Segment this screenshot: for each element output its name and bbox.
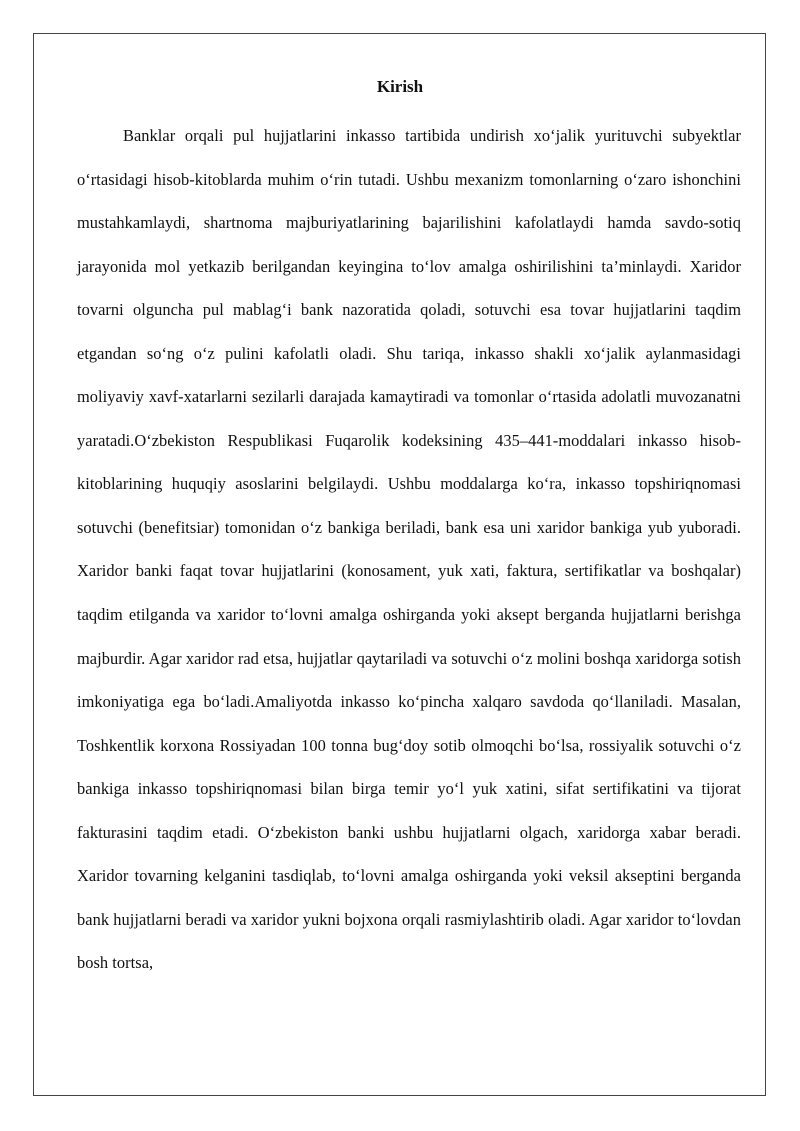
page-title: Kirish (376, 77, 424, 96)
body-paragraph: Banklar orqali pul hujjatlarini inkasso tartibida undirish xo‘jalik yurituvchi subyektlar o‘rtasidagi hisob-kitoblarda muhim o‘rin tutadi. Ushbu mexanizm tomonlarning o‘zaro ishonchini mustahkamlaydi, shartnoma majburiyatlarining bajarilishini kafolatlaydi hamda savdo-sotiq jarayonida mol yetkazib berilgandan keyingina to‘lov amalga oshirilishini ta’minlaydi. Xaridor tovarni olguncha pul mablag‘i bank nazoratida qoladi, sotuvchi esa tovar hujjatlarini taqdim etgandan so‘ng o‘z pulini kafolatli oladi. Shu tariqa, inkasso shakli xo‘jalik aylanmasidagi moliyaviy xavf-xatarlarni sezilarli darajada kamaytiradi va tomonlar o‘rtasida adolatli muvozanatni yaratadi.O‘zbekiston Respublikasi Fuqarolik kodeksining 435–441-moddalari inkasso hisob-kitoblarining huquqiy asoslarini belgilaydi. Ushbu moddalarga ko‘ra, inkasso topshiriqnomasi sotuvchi (benefitsiar) tomonidan o‘z bankiga beriladi, bank esa uni xaridor bankiga yub yuboradi. Xaridor banki faqat tovar hujjatlarini (konosament, yuk xati, faktura, sertifikatlar va boshqalar) taqdim etilganda va xaridor to‘lovni amalga oshirganda yoki aksept berganda hujjatlarni berishga majburdir. Agar xaridor rad etsa, hujjatlar qaytariladi va sotuvchi o‘z molini boshqa xaridorga sotish imkoniyatiga ega bo‘ladi.Amaliyotda inkasso ko‘pincha xalqaro savdoda qo‘llaniladi. Masalan, Toshkentlik korxona Rossiyadan 100 tonna bug‘doy sotib olmoqchi bo‘lsa, rossiyalik sotuvchi o‘z bankiga inkasso topshiriqnomasi bilan birga temir yo‘l yuk xatini, sifat sertifikatini va tijorat fakturasini taqdim etadi. O‘zbekiston banki ushbu hujjatlarni olgach, xaridorga xabar beradi. Xaridor tovarning kelganini tasdiqlab, to‘lovni amalga oshirganda yoki veksil akseptini berganda bank hujjatlarni beradi va xaridor yukni bojxona orqali rasmiylashtirib oladi. Agar xaridor to‘lovdan bosh tortsa, (77, 126, 741, 973)
